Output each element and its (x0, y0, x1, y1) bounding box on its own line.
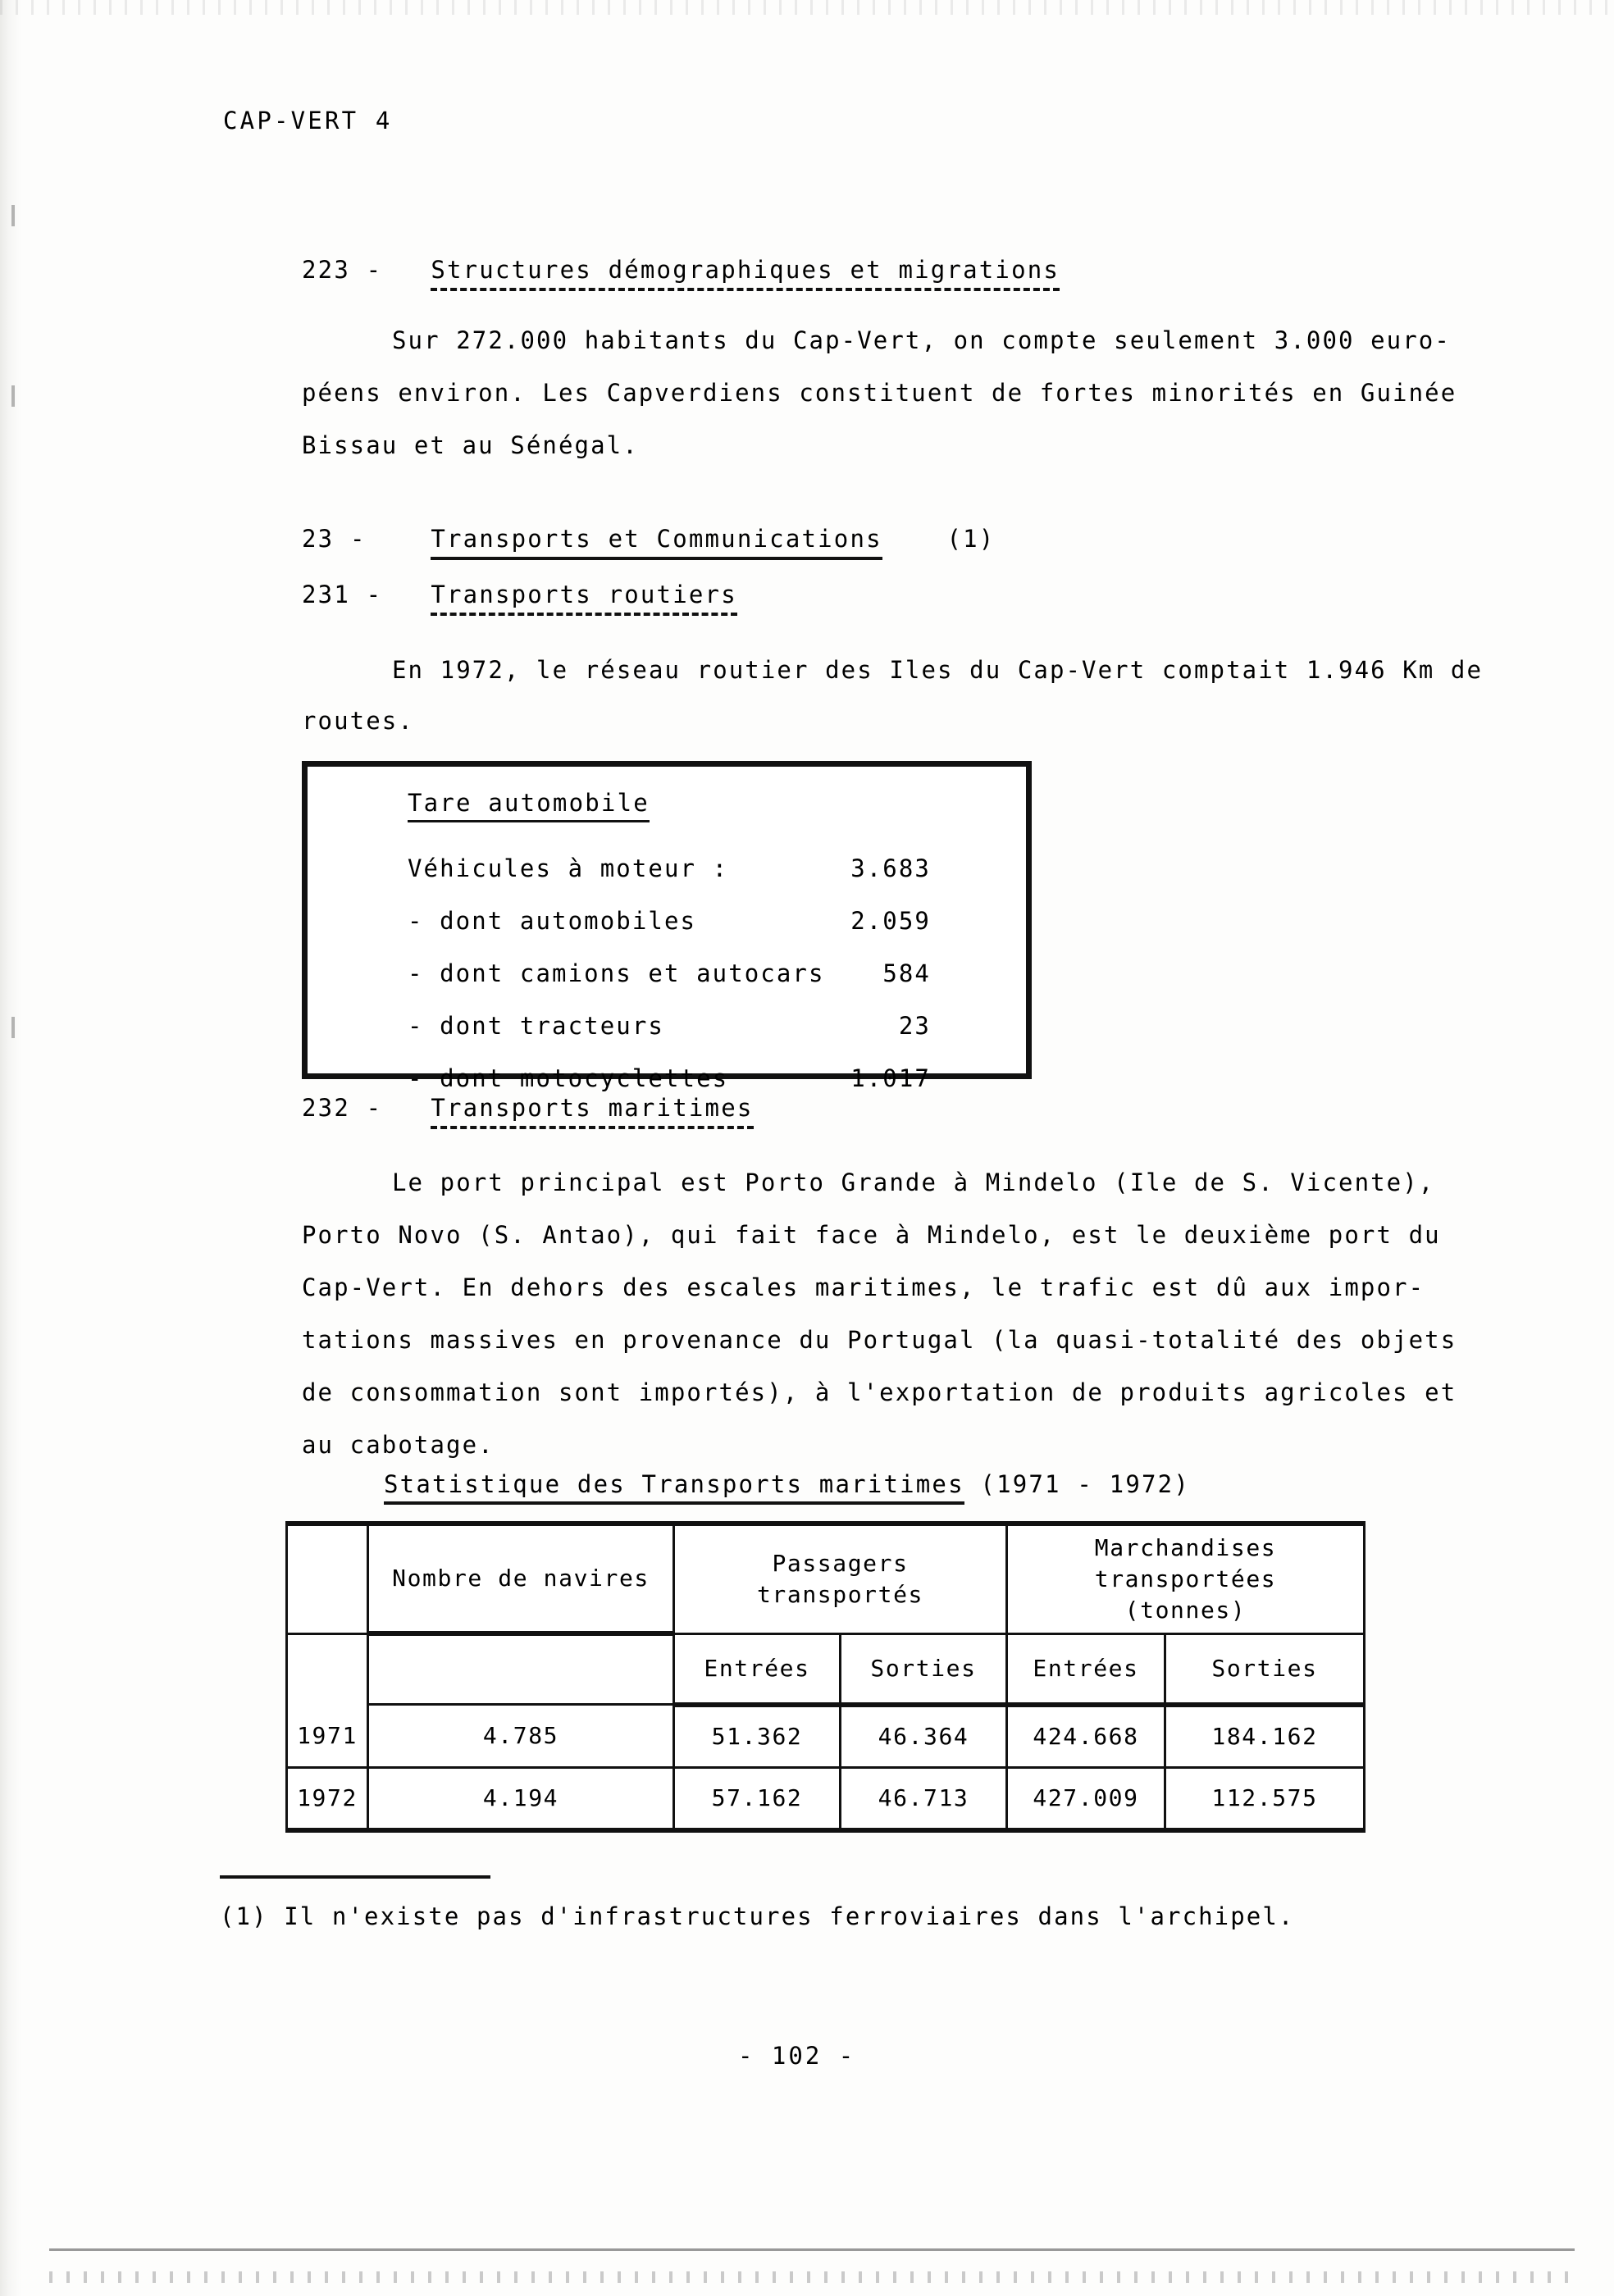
tare-row-label: - dont automobiles (408, 907, 697, 935)
header-goods-line1: Marchandises (1094, 1533, 1277, 1561)
stat-table-caption (384, 1470, 1190, 1505)
tare-row-value: 3.683 (850, 854, 931, 882)
section-note-reference-23: (1) (946, 525, 996, 553)
tare-automobile-box (302, 761, 1032, 1092)
table-row (287, 1767, 1365, 1830)
header-passengers (674, 1524, 1007, 1633)
paragraph-maritime-line-1: Le port principal est Porto Grande à Mindelo (Ile de S. Vicente), (392, 1168, 1435, 1196)
section-number-232: 232 - (302, 1094, 383, 1122)
stat-table-caption-years: (1971 - 1972) (964, 1470, 1190, 1498)
cell-ships: 4.785 (368, 1705, 674, 1768)
header-goods-line2: transportées (1094, 1565, 1277, 1592)
scan-tick-artifact (11, 385, 15, 407)
subheader-ships-blank (368, 1633, 674, 1705)
scan-tick-artifact (11, 205, 15, 226)
cell-passengers-entrees: 51.362 (674, 1705, 841, 1768)
subheader-goods-sorties: Sorties (1165, 1633, 1365, 1705)
scan-tick-artifact (11, 1017, 15, 1038)
subheader-passengers-entrees: Entrées (674, 1633, 841, 1705)
cell-ships: 4.194 (368, 1767, 674, 1830)
paragraph-demography-line-2: péens environ. Les Capverdiens constituent de fortes minorités en Guinée (302, 379, 1457, 407)
section-number-231: 231 - (302, 581, 383, 608)
footnote-separator-rule (220, 1875, 490, 1879)
section-heading-23 (302, 525, 995, 560)
section-title-223: Structures démographiques et migrations (431, 256, 1060, 291)
paragraph-roads-line-1: En 1972, le réseau routier des Iles du Cap-Vert comptait 1.946 Km de (392, 656, 1484, 684)
section-title-232: Transports maritimes (431, 1094, 753, 1129)
paragraph-maritime-line-5: de consommation sont importés), à l'exportation de produits agricoles et (302, 1378, 1457, 1406)
header-ships: Nombre de navires (368, 1524, 674, 1633)
cell-goods-entrees: 424.668 (1007, 1705, 1165, 1768)
page-number: - 102 - (738, 2042, 856, 2070)
paragraph-demography-line-3: Bissau et au Sénégal. (302, 431, 639, 459)
subheader-year-blank (287, 1633, 368, 1705)
header-goods-line3: (tonnes) (1124, 1596, 1247, 1624)
paragraph-demography-line-1: Sur 272.000 habitants du Cap-Vert, on compte seulement 3.000 euro- (392, 326, 1451, 354)
header-passengers-line2: transportés (756, 1580, 924, 1608)
cell-passengers-entrees: 57.162 (674, 1767, 841, 1830)
scan-bottom-rule-artifact (49, 2248, 1575, 2251)
tare-box-title: Tare automobile (408, 789, 650, 822)
cell-passengers-sorties: 46.364 (841, 1705, 1007, 1768)
subheader-passengers-sorties: Sorties (841, 1633, 1007, 1705)
paragraph-maritime-line-4: tations massives en provenance du Portugal (la quasi-totalité des objets (302, 1326, 1457, 1354)
section-number-223: 223 - (302, 256, 383, 284)
tare-row-value: 1.017 (850, 1064, 931, 1092)
cell-goods-entrees: 427.009 (1007, 1767, 1165, 1830)
section-title-23: Transports et Communications (431, 525, 882, 560)
tare-row-value: 2.059 (850, 907, 931, 935)
tare-row-label: Véhicules à moteur : (408, 854, 729, 882)
header-goods (1007, 1524, 1365, 1633)
cell-passengers-sorties: 46.713 (841, 1767, 1007, 1830)
scan-bottom-speckle-artifact (49, 2271, 1575, 2283)
paragraph-roads-line-2: routes. (302, 707, 414, 735)
tare-row-label: - dont motocyclettes (408, 1064, 729, 1092)
tare-row-value: 23 (898, 1012, 931, 1040)
paragraph-maritime-line-6: au cabotage. (302, 1431, 495, 1459)
subheader-goods-entrees: Entrées (1007, 1633, 1165, 1705)
section-number-23: 23 - (302, 525, 367, 553)
tare-row-label: - dont camions et autocars (408, 959, 825, 987)
scan-edge-artifact (0, 0, 21, 2296)
table-header-row (287, 1524, 1365, 1633)
section-heading-232 (302, 1094, 754, 1129)
paragraph-maritime-line-2: Porto Novo (S. Antao), qui fait face à Mindelo, est le deuxième port du (302, 1221, 1441, 1249)
cell-year: 1971 (287, 1705, 368, 1768)
page-header: CAP-VERT 4 (223, 107, 393, 134)
header-corner-blank (287, 1524, 368, 1633)
footnote-text: (1) Il n'existe pas d'infrastructures ferroviaires dans l'archipel. (220, 1902, 1295, 1930)
tare-row-value: 584 (882, 959, 931, 987)
maritime-statistics-table (285, 1521, 1366, 1833)
paragraph-maritime-line-3: Cap-Vert. En dehors des escales maritimes, le trafic est dû aux impor- (302, 1273, 1425, 1301)
cell-year: 1972 (287, 1767, 368, 1830)
table-row (287, 1705, 1365, 1768)
section-heading-223 (302, 256, 1060, 291)
section-heading-231 (302, 581, 737, 616)
header-passengers-line1: Passagers (772, 1549, 909, 1577)
cell-goods-sorties: 184.162 (1165, 1705, 1365, 1768)
scan-speckle-artifact (0, 0, 1614, 15)
cell-goods-sorties: 112.575 (1165, 1767, 1365, 1830)
tare-row-label: - dont tracteurs (408, 1012, 664, 1040)
section-title-231: Transports routiers (431, 581, 737, 616)
table-subheader-row (287, 1633, 1365, 1705)
stat-table-caption-main: Statistique des Transports maritimes (384, 1470, 964, 1505)
